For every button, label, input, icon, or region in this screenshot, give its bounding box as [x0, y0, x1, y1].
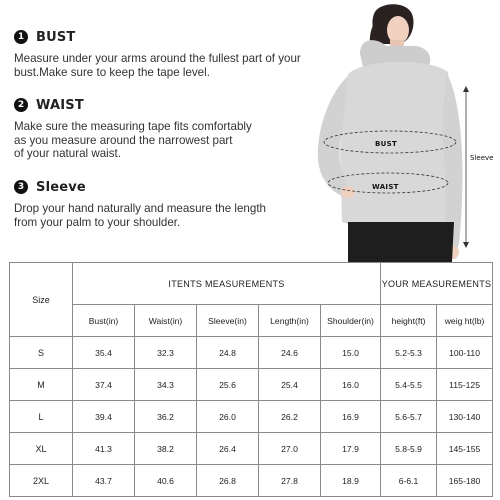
table-cell: 25.4	[259, 369, 321, 401]
column-header: Waist(in)	[135, 305, 197, 337]
table-cell: 24.8	[197, 337, 259, 369]
step-bust	[14, 28, 314, 79]
table-cell: 27.0	[259, 433, 321, 465]
face-shape	[387, 16, 409, 44]
step-number-badge: 1	[14, 30, 28, 44]
table-cell: 34.3	[135, 369, 197, 401]
model-figure	[282, 0, 500, 262]
table-cell: 5.2-5.3	[381, 337, 437, 369]
table-cell: 5.4-5.5	[381, 369, 437, 401]
table-row	[10, 465, 493, 497]
table-cell: 24.6	[259, 337, 321, 369]
table-cell: 18.9	[321, 465, 381, 497]
table-cell: 25.6	[197, 369, 259, 401]
table-column-header-row	[10, 305, 493, 337]
size-cell: XL	[10, 433, 73, 465]
table-cell: 41.3	[73, 433, 135, 465]
table-cell: 40.6	[135, 465, 197, 497]
size-header: Size	[10, 263, 73, 337]
waist-label: WAIST	[372, 183, 399, 191]
table-cell: 37.4	[73, 369, 135, 401]
column-header: Length(in)	[259, 305, 321, 337]
table-cell: 43.7	[73, 465, 135, 497]
step-title: Sleeve	[36, 179, 86, 195]
sleeve-label: Sleeve	[470, 154, 494, 162]
left-hand	[341, 186, 355, 198]
table-cell: 5.8-5.9	[381, 433, 437, 465]
table-group-header-row	[10, 263, 493, 305]
table-cell: 16.0	[321, 369, 381, 401]
table-row	[10, 433, 493, 465]
step-sleeve	[14, 178, 314, 229]
table-cell: 26.2	[259, 401, 321, 433]
table-cell: 38.2	[135, 433, 197, 465]
column-header: weig ht(lb)	[437, 305, 493, 337]
your-measurements-header: YOUR MEASUREMENTS	[381, 263, 493, 305]
step-description: Drop your hand naturally and measure the length from your palm to your shoulder.	[14, 202, 266, 229]
table-cell: 39.4	[73, 401, 135, 433]
column-header: Bust(in)	[73, 305, 135, 337]
table-cell: 17.9	[321, 433, 381, 465]
column-header: height(ft)	[381, 305, 437, 337]
table-cell: 27.8	[259, 465, 321, 497]
table-cell: 16.9	[321, 401, 381, 433]
table-cell: 165-180	[437, 465, 493, 497]
size-cell: L	[10, 401, 73, 433]
table-row	[10, 369, 493, 401]
column-header: Shoulder(in)	[321, 305, 381, 337]
leggings-shape	[348, 222, 454, 262]
table-cell: 35.4	[73, 337, 135, 369]
table-cell: 5.6-5.7	[381, 401, 437, 433]
table-cell: 145-155	[437, 433, 493, 465]
table-cell: 100-110	[437, 337, 493, 369]
table-cell: 36.2	[135, 401, 197, 433]
size-cell: M	[10, 369, 73, 401]
table-cell: 6-6.1	[381, 465, 437, 497]
step-title: BUST	[36, 29, 76, 45]
table-cell: 15.0	[321, 337, 381, 369]
table-cell: 26.4	[197, 433, 259, 465]
size-cell: 2XL	[10, 465, 73, 497]
table-row	[10, 337, 493, 369]
model-illustration	[282, 0, 500, 262]
column-header: Sleeve(in)	[197, 305, 259, 337]
table-row	[10, 401, 493, 433]
table-cell: 115-125	[437, 369, 493, 401]
table-cell: 26.8	[197, 465, 259, 497]
item-measurements-header: ITENTS MEASUREMENTS	[73, 263, 381, 305]
step-number-badge: 2	[14, 98, 28, 112]
step-waist	[14, 96, 314, 161]
step-title: WAIST	[36, 97, 84, 113]
bust-label: BUST	[375, 140, 398, 148]
step-number-badge: 3	[14, 180, 28, 194]
size-chart-table	[9, 262, 493, 497]
table-cell: 26.0	[197, 401, 259, 433]
hoodie-body	[340, 62, 458, 230]
arrow-up-icon	[463, 86, 469, 92]
arrow-down-icon	[463, 242, 469, 248]
step-description: Measure under your arms around the fullest part of your bust.Make sure to keep the tape level.	[14, 52, 301, 79]
step-description: Make sure the measuring tape fits comfortably as you measure around the narrowest part of your natural waist.	[14, 120, 252, 160]
table-cell: 130-140	[437, 401, 493, 433]
table-cell: 32.3	[135, 337, 197, 369]
size-cell: S	[10, 337, 73, 369]
